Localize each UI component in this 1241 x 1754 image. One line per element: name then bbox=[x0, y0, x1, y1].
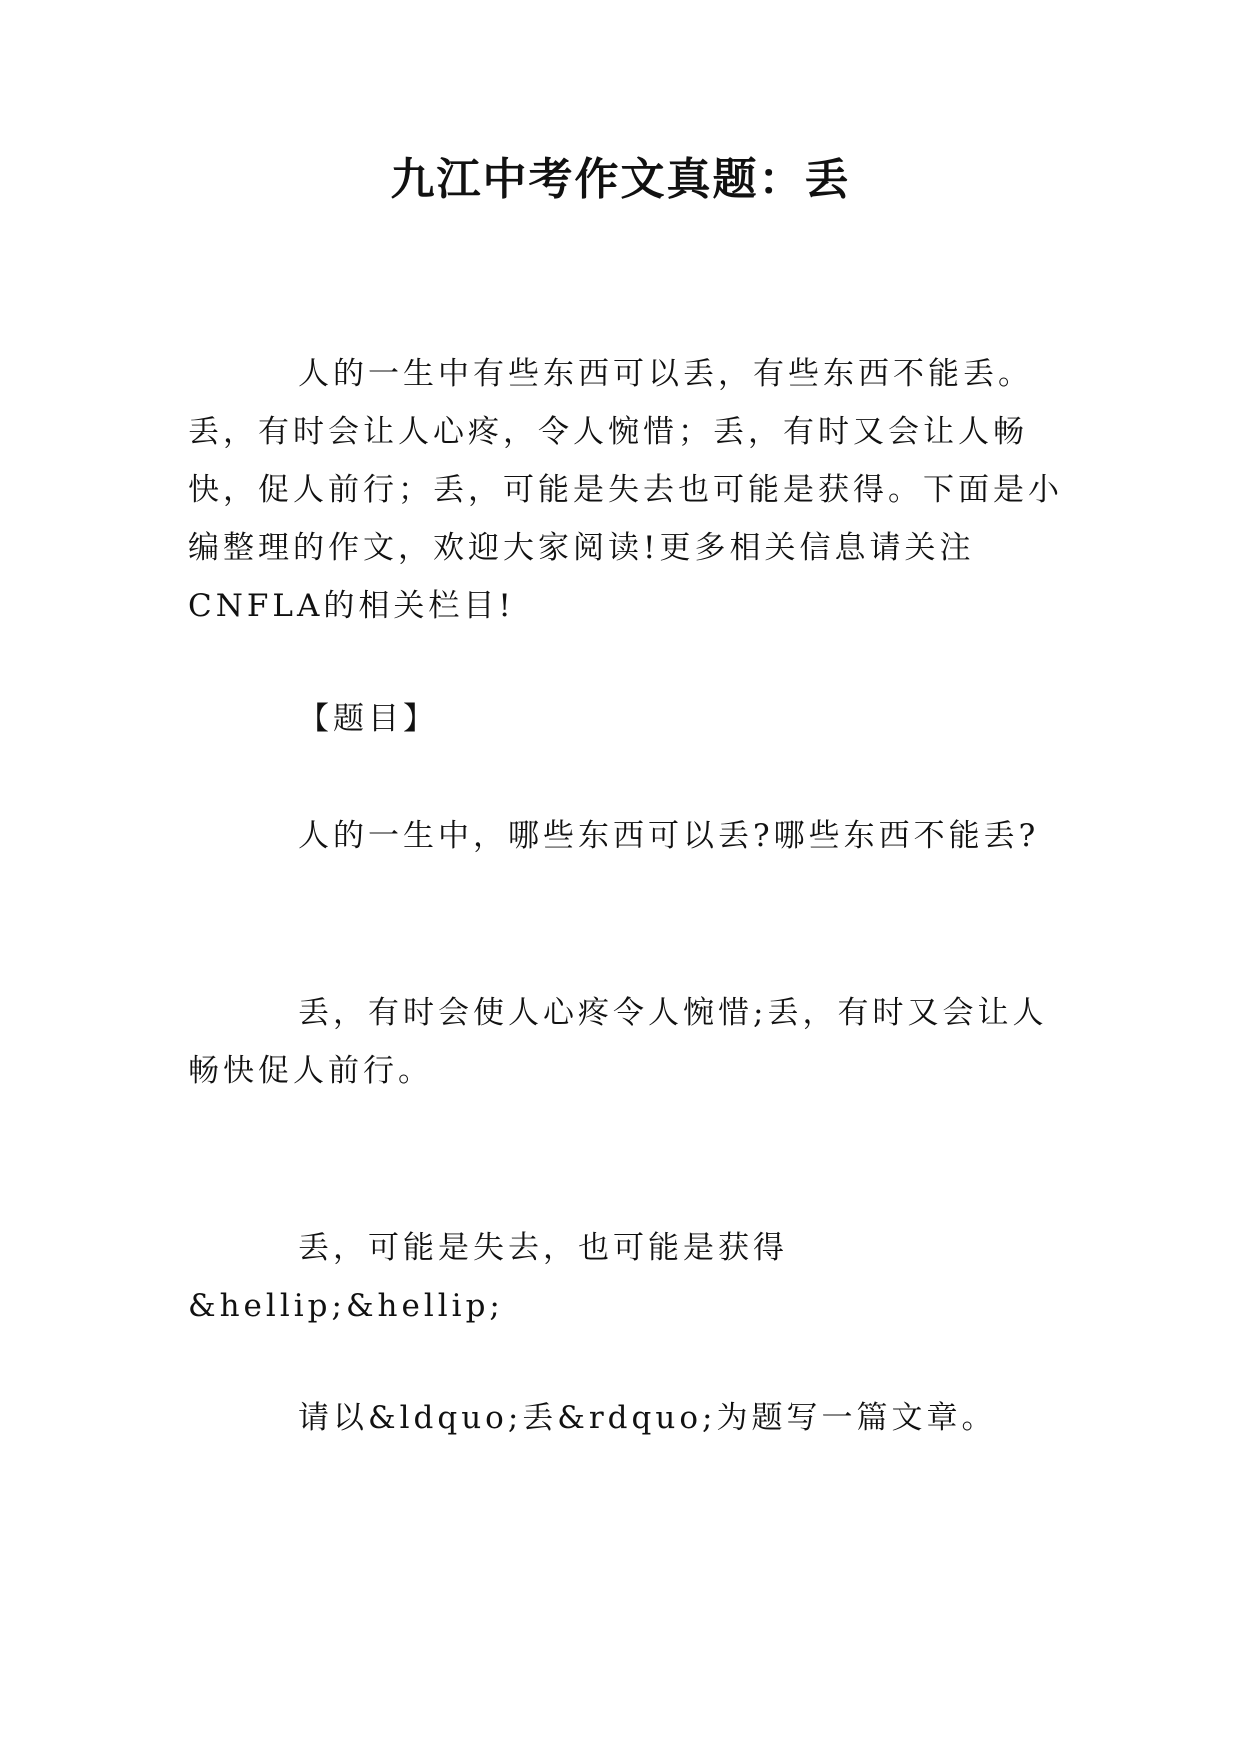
prompt-heading: 【题目】 bbox=[298, 701, 438, 737]
prompt-instruction: 请以&ldquo;丢&rdquo;为题写一篇文章。 bbox=[298, 1400, 997, 1436]
prompt-question: 人的一生中，哪些东西可以丢?哪些东西不能丢? bbox=[298, 818, 1040, 854]
prompt-description: 丢，有时会使人心疼令人惋惜;丢，有时又会让人畅快促人前行。 bbox=[188, 995, 1048, 1089]
prompt-note: 丢，可能是失去，也可能是获得&hellip;&hellip; bbox=[188, 1230, 788, 1324]
intro-paragraph: 人的一生中有些东西可以丢，有些东西不能丢。丢，有时会让人心疼，令人惋惜；丢，有时又会让人畅快，促人前行；丢，可能是失去也可能是获得。下面是小编整理的作文，欢迎大家阅读!更多相关信息请关注CNFLA的相关栏目! bbox=[188, 356, 1063, 624]
document-title: 九江中考作文真题：丢 bbox=[390, 154, 851, 205]
